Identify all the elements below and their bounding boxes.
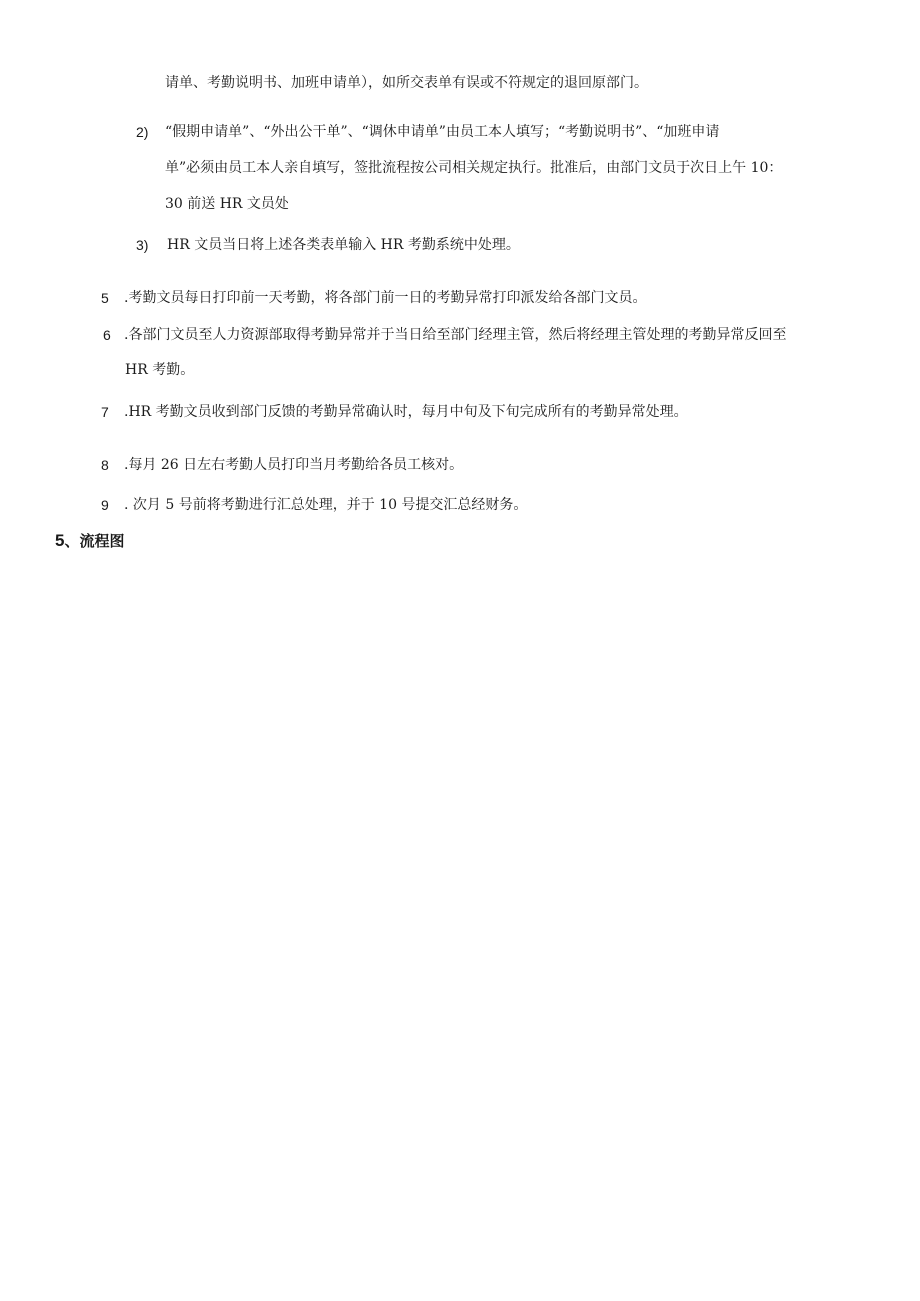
sub-item-2-line-1: “假期申请单”、“外出公干单”、“调休申请单”由员工本人填写；“考勤说明书”、“加班申请: [165, 124, 720, 140]
item-7-number: 7: [101, 404, 109, 420]
section-separator: 、: [64, 533, 80, 550]
section-title: 流程图: [79, 533, 125, 550]
sub-item-2-line-2: 单”必须由员工本人亲自填写，签批流程按公司相关规定执行。批准后，由部门文员于次日上午 10：: [165, 160, 783, 176]
sub-item-2-line-3: 30 前送 HR 文员处: [165, 196, 289, 212]
item-8-number: 8: [101, 457, 109, 473]
section-number: 5: [55, 531, 65, 550]
sub-item-2-number: 2): [136, 124, 149, 140]
sub-item-3-number: 3): [136, 237, 149, 253]
sub-item-continuation: 请单、考勤说明书、加班申请单），如所交表单有误或不符规定的退回原部门。: [165, 75, 648, 91]
item-8-text: .每月 26 日左右考勤人员打印当月考勤给各员工核对。: [124, 457, 464, 473]
item-9-text: . 次月 5 号前将考勤进行汇总处理，并于 10 号提交汇总经财务。: [124, 497, 528, 513]
section-heading: [55, 531, 125, 552]
item-6-text-line-2: HR 考勤。: [125, 362, 195, 378]
sub-item-3-text: HR 文员当日将上述各类表单输入 HR 考勤系统中处理。: [167, 237, 520, 253]
item-5-number: 5: [101, 290, 109, 306]
item-9-number: 9: [101, 497, 109, 513]
item-6-number: 6: [103, 327, 111, 343]
item-6-text-line-1: .各部门文员至人力资源部取得考勤异常并于当日给至部门经理主管，然后将经理主管处理的考勤异常反回至: [124, 327, 787, 343]
item-5-text: .考勤文员每日打印前一天考勤，将各部门前一日的考勤异常打印派发给各部门文员。: [124, 290, 647, 306]
item-7-text: .HR 考勤文员收到部门反馈的考勤异常确认时，每月中旬及下旬完成所有的考勤异常处理。: [124, 404, 688, 420]
